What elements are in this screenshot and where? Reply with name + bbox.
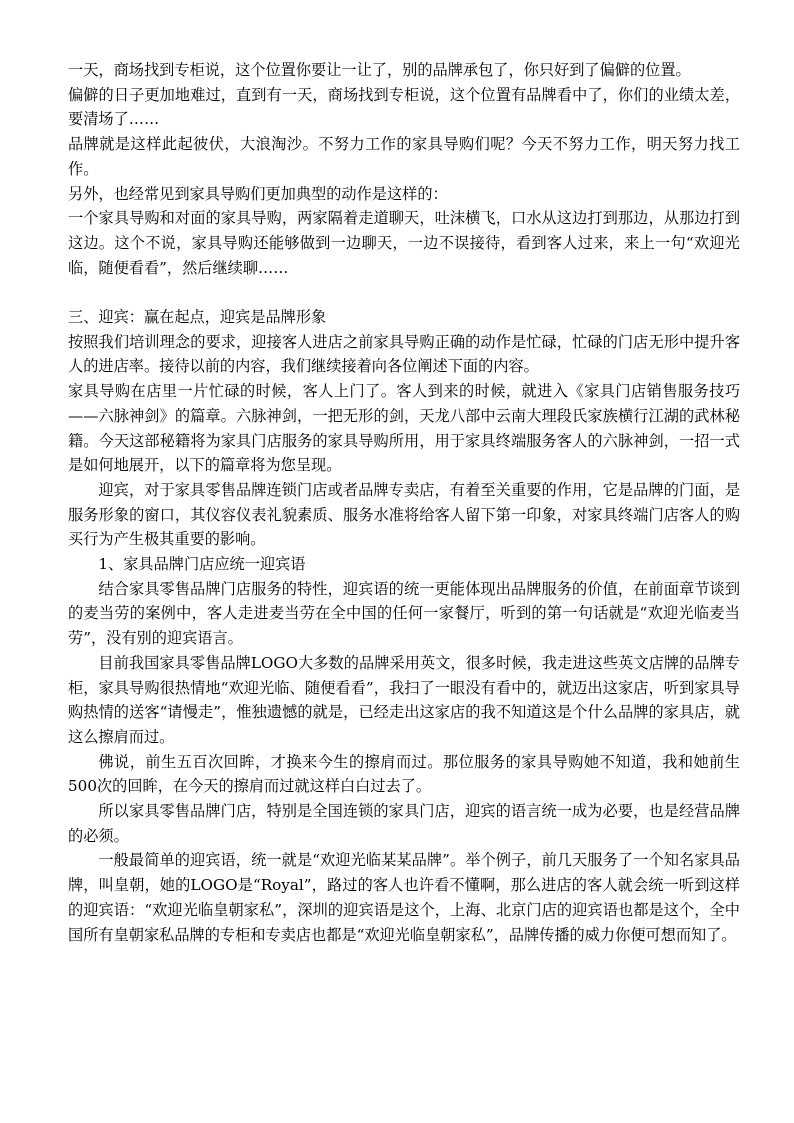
- paragraph-13: 一般最简单的迎宾语，统一就是“欢迎光临某某品牌”。举个例子，前几天服务了一个知名家具品牌，叫皇朝，她的LOGO是“Royal”，路过的客人也许看不懂啊，那么进店的客人就会统一听到这样的迎宾语：“欢迎光临皇朝家私”，深圳的迎宾语是这个，上海、北京门店的迎宾语也都是这个，全中国所有皇朝家私品牌的专柜和专卖店也都是“欢迎光临皇朝家私”，品牌传播的威力你便可想而知了。: [68, 851, 740, 944]
- paragraph-9: 结合家具零售品牌门店服务的特性，迎宾语的统一更能体现出品牌服务的价值，在前面章节谈到的麦当劳的案例中，客人走进麦当劳在全中国的任何一家餐厅，听到的第一句话就是“欢迎光临麦当劳”，没有别的迎宾语言。: [68, 579, 740, 648]
- paragraph-spacer: [68, 280, 740, 305]
- subsection-heading: 1、家具品牌门店应统一迎宾语: [98, 555, 306, 574]
- paragraph-10: 目前我国家具零售品牌LOGO大多数的品牌采用英文，很多时候，我走进这些英文店牌的品牌专柜，家具导购很热情地“欢迎光临、随便看看”，我扫了一眼没有看中的，就迈出这家店，听到家具导购热情的送客“请慢走”，惟独遗憾的就是，已经走出这家店的我不知道这是个什么品牌的家具店，就这么擦肩而过。: [68, 653, 740, 746]
- paragraph-11: 佛说，前生五百次回眸，才换来今生的擦肩而过。那位服务的家具导购她不知道，我和她前生500次的回眸，在今天的擦肩而过就这样白白过去了。: [68, 752, 740, 796]
- paragraph-3: 品牌就是这样此起彼伏，大浪淘沙。不努力工作的家具导购们呢？今天不努力工作，明天努力找工作。: [68, 135, 740, 178]
- paragraph-7: 家具导购在店里一片忙碌的时候，客人上门了。客人到来的时候，就进入《家具门店销售服务技巧——六脉神剑》的篇章。六脉神剑，一把无形的剑，天龙八部中云南大理段氏家族横行江湖的武林秘籍。今天这部秘籍将为家具门店服务的家具导购所用，用于家具终端服务客人的六脉神剑，一招一式是如何地展开，以下的篇章将为您呈现。: [68, 382, 740, 475]
- section-heading: 三、迎宾：赢在起点，迎宾是品牌形象: [68, 308, 327, 327]
- paragraph-1: 一天，商场找到专柜说，这个位置你要让一让了，别的品牌承包了，你只好到了偏僻的位置。: [68, 61, 691, 79]
- paragraph-6: 按照我们培训理念的要求，迎接客人进店之前家具导购正确的动作是忙碌，忙碌的门店无形中提升客人的进店率。接待以前的内容，我们继续接着向各位阐述下面的内容。: [68, 332, 740, 376]
- paragraph-12: 所以家具零售品牌门店，特别是全国连锁的家具门店，迎宾的语言统一成为必要，也是经营品牌的必须。: [68, 802, 740, 845]
- paragraph-5: 一个家具导购和对面的家具导购，两家隔着走道聊天，吐沫横飞，口水从这边打到那边，从那边打到这边。这个不说，家具导购还能够做到一边聊天，一边不误接待，看到客人过来，来上一句“欢迎光临，随便看看”，然后继续聊……: [68, 209, 740, 277]
- paragraph-8: 迎宾，对于家具零售品牌连锁门店或者品牌专卖店，有着至关重要的作用，它是品牌的门面，是服务形象的窗口，其仪容仪表礼貌素质、服务水准将给客人留下第一印象，对家具终端门店客人的购买行为产生极其重要的影响。: [68, 480, 740, 549]
- paragraph-4: 另外，也经常见到家具导购们更加典型的动作是这样的：: [68, 184, 448, 203]
- paragraph-2: 偏僻的日子更加地难过，直到有一天，商场找到专柜说，这个位置有品牌看中了，你们的业绩太差，要清场了……: [68, 85, 740, 129]
- document-page: [68, 58, 740, 947]
